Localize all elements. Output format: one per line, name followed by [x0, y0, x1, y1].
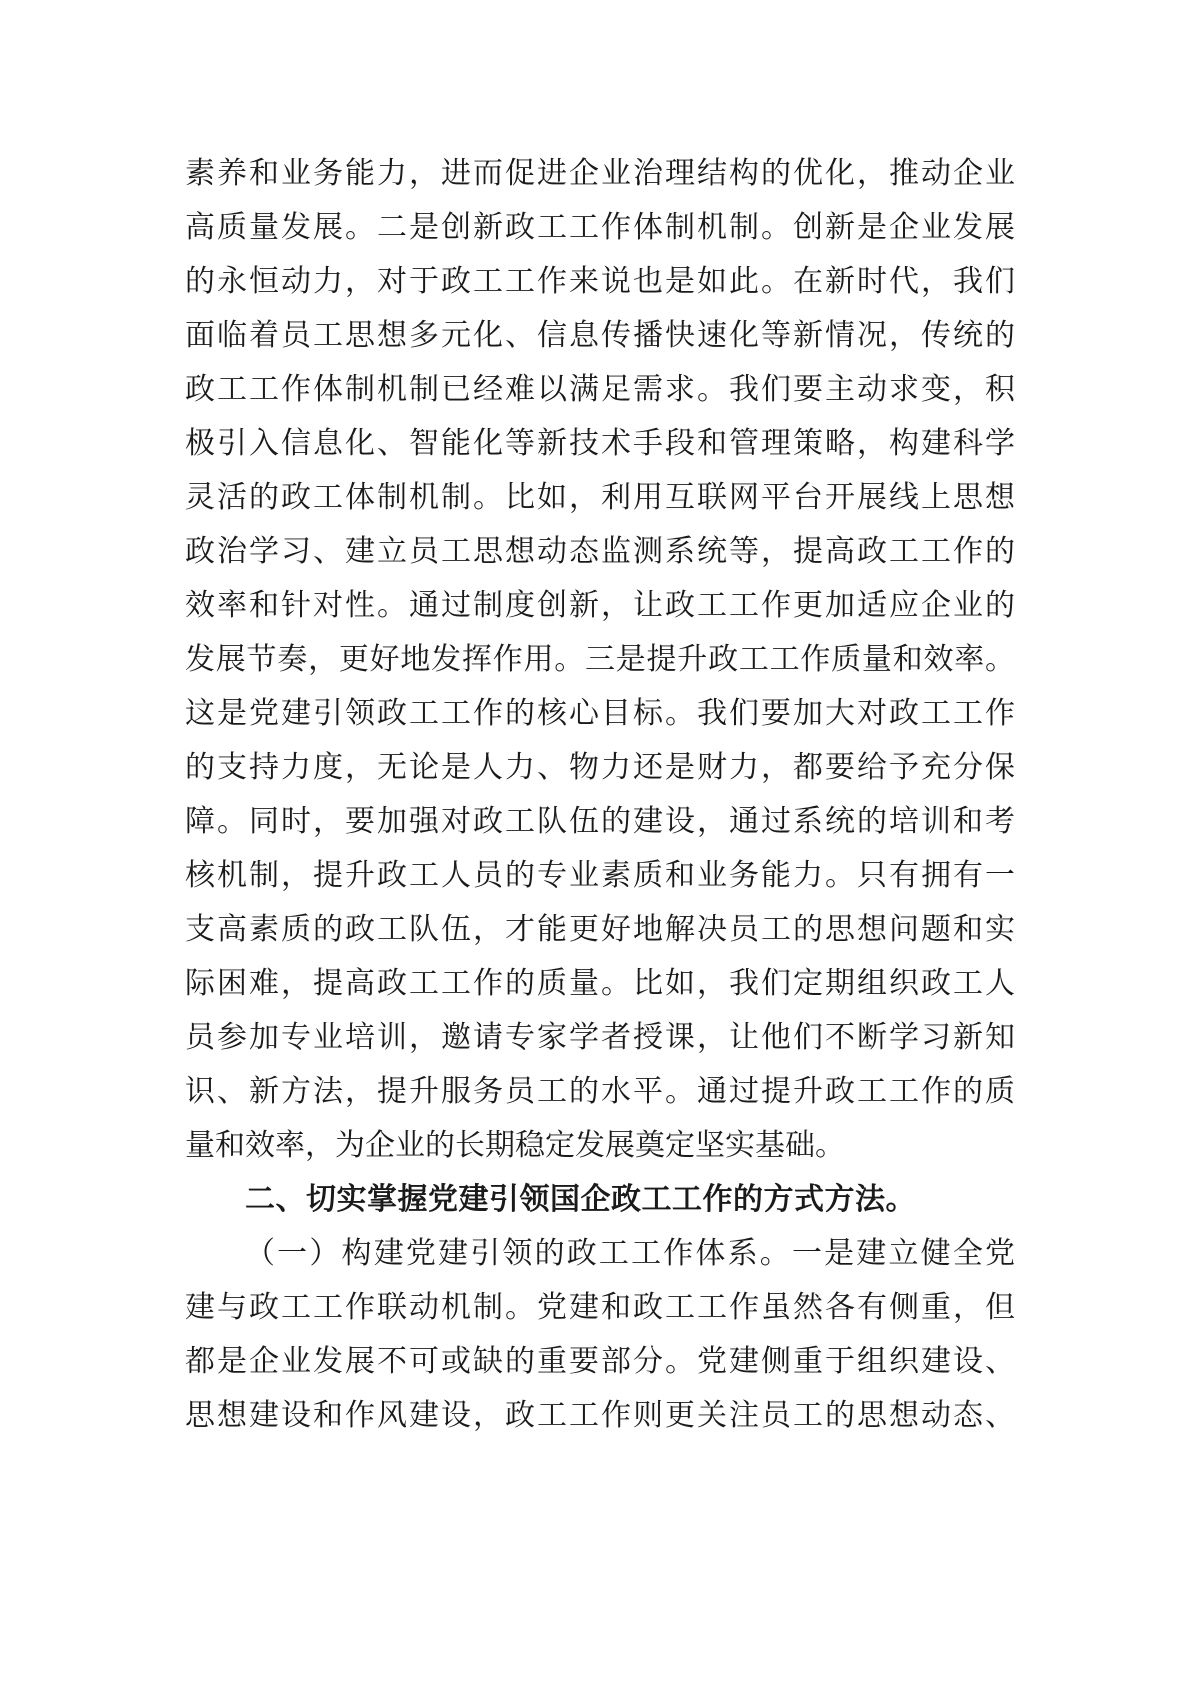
body-line: 素养和业务能力，进而促进企业治理结构的优化，推动企业: [185, 156, 1015, 191]
body-line: 际困难，提高政工工作的质量。比如，我们定期组织政工人: [185, 966, 1015, 1001]
body-line: 政工工作体制机制已经难以满足需求。我们要主动求变，积: [185, 372, 1015, 407]
body-line: 灵活的政工体制机制。比如，利用互联网平台开展线上思想: [185, 480, 1015, 515]
body-line: 支高素质的政工队伍，才能更好地解决员工的思想问题和实: [185, 912, 1015, 947]
body-line: 政治学习、建立员工思想动态监测系统等，提高政工工作的: [185, 534, 1015, 569]
body-line: 发展节奏，更好地发挥作用。三是提升政工工作质量和效率。: [185, 642, 1015, 677]
body-line: 效率和针对性。通过制度创新，让政工工作更加适应企业的: [185, 588, 1015, 623]
body-line: 障。同时，要加强对政工队伍的建设，通过系统的培训和考: [185, 804, 1015, 839]
section-heading: 二、切实掌握党建引领国企政工工作的方式方法。: [245, 1182, 916, 1217]
body-line: 高质量发展。二是创新政工工作体制机制。创新是企业发展: [185, 210, 1015, 245]
document-body: [185, 147, 1015, 1443]
body-line: 的永恒动力，对于政工工作来说也是如此。在新时代，我们: [185, 264, 1015, 299]
subsection-line: （一）构建党建引领的政工工作体系。一是建立健全党: [245, 1236, 1015, 1271]
body-line: 面临着员工思想多元化、信息传播快速化等新情况，传统的: [185, 318, 1015, 353]
body-line: 量和效率，为企业的长期稳定发展奠定坚实基础。: [185, 1128, 845, 1163]
body-line: 核机制，提升政工人员的专业素质和业务能力。只有拥有一: [185, 858, 1015, 893]
body-line: 这是党建引领政工工作的核心目标。我们要加大对政工工作: [185, 696, 1015, 731]
subsection-line: 都是企业发展不可或缺的重要部分。党建侧重于组织建设、: [185, 1344, 1015, 1379]
body-line: 识、新方法，提升服务员工的水平。通过提升政工工作的质: [185, 1074, 1015, 1109]
body-line: 员参加专业培训，邀请专家学者授课，让他们不断学习新知: [185, 1020, 1015, 1055]
body-line: 极引入信息化、智能化等新技术手段和管理策略，构建科学: [185, 426, 1015, 461]
subsection-line: 建与政工工作联动机制。党建和政工工作虽然各有侧重，但: [185, 1290, 1015, 1325]
subsection-line: 思想建设和作风建设，政工工作则更关注员工的思想动态、: [185, 1398, 1015, 1433]
body-line: 的支持力度，无论是人力、物力还是财力，都要给予充分保: [185, 750, 1015, 785]
